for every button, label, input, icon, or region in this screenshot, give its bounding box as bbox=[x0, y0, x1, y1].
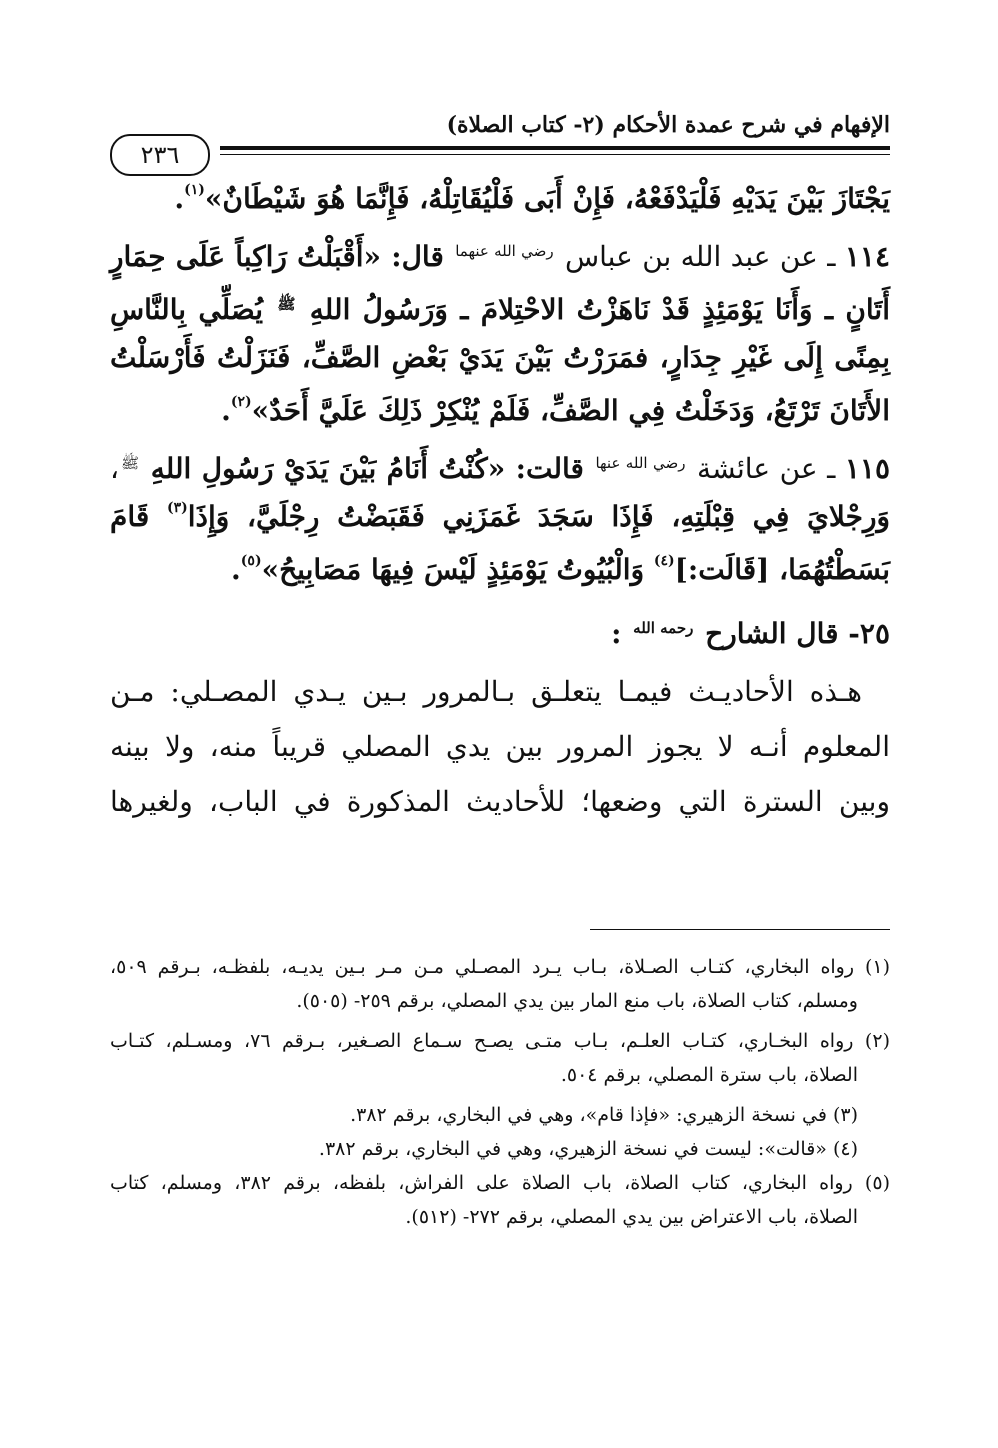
hadith-115-intro: ـ عن عائشة bbox=[697, 452, 836, 485]
hadith-number-114: ١١٤ bbox=[844, 240, 890, 273]
footnote-ref-1[interactable]: (١) bbox=[184, 182, 205, 198]
hadith-115-text-a: وَرِجْلايَ فِي قِبْلَتِهِ، فَإِذَا سَجَدَ غَمَزَنِي فَقَبَضْتُ رِجْلَيَّ، وَإِذَا bbox=[187, 500, 890, 533]
commentary-line: وبين السترة التي وضعها؛ للأحاديث المذكورة في الباب، ولغيرها bbox=[110, 785, 890, 818]
footnotes bbox=[110, 950, 890, 1234]
section-heading-text: ٢٥- قال الشارح bbox=[705, 617, 890, 650]
hadith-114-line-3: بِمِنًى إِلَى غَيْرِ جِدَارٍ، فمَرَرْتُ بَيْنَ يَدَيْ بَعْضِ الصَّفِّ، فَنَزَلْتُ فَأَرْسَلْتُ bbox=[110, 341, 890, 374]
footnote-5-line-1: (٥) رواه البخاري، كتاب الصلاة، باب الصلاة على الفراش، بلفظه، برقم ٣٨٢، ومسلم، كتاب bbox=[110, 1172, 890, 1194]
commentary bbox=[110, 664, 890, 829]
hadith-115-line-2 bbox=[110, 490, 890, 543]
hadith-114-text-end: الأَتَانَ تَرْتَعُ، وَدَخَلْتُ فِي الصَّفِّ، فَلَمْ يُنْكِرْ ذَلِكَ عَلَيَّ أَحَدٌ» bbox=[251, 394, 890, 427]
hadith-115-text-c: بَسَطْتُهُمَا، [قَالَت:] bbox=[674, 553, 890, 586]
page-number: ٢٣٦ bbox=[110, 134, 210, 176]
running-title: الإفهام في شرح عمدة الأحكام (٢- كتاب الصلاة) bbox=[446, 112, 890, 138]
section-heading: ٢٥- قال الشارح $^{رحمه الله}$ : bbox=[611, 617, 890, 650]
hadith-115-line-3: بَسَطْتُهُمَا، [قَالَت:]$^{(٤)}$ وَالْبُيُوتُ يَوْمَئِذٍ لَيْسَ فِيهَا مَصَابِيحُ»$^{(٥)}$. bbox=[231, 553, 890, 586]
salawat-glyph: ﷺ bbox=[121, 454, 140, 472]
footnote-ref-4[interactable]: (٤) bbox=[653, 553, 675, 569]
footnote-ref-2[interactable]: (٢) bbox=[230, 394, 252, 410]
honorific-glyph: رضي الله عنها bbox=[595, 454, 686, 472]
header-rule-thick bbox=[220, 146, 890, 150]
footnote-2-line-2: الصلاة، باب سترة المصلي، برقم ٥٠٤. bbox=[560, 1064, 858, 1086]
footnote-5-line-2: الصلاة، باب الاعتراض بين يدي المصلي، برقم ٢٧٢- (٥١٢). bbox=[405, 1206, 858, 1228]
footnote-1-line-2: ومسلم، كتاب الصلاة، باب منع المار بين يدي المصلي، برقم ٢٥٩- (٥٠٥). bbox=[296, 990, 858, 1012]
hadith-113-ending: يَجْتَازَ بَيْنَ يَدَيْهِ فَلْيَدْفَعْهُ، فَإِنْ أَبَى فَلْيُقَاتِلْهُ، فَإِنَّمَا هُوَ شَيْطَانٌ»$^{(١)}$. bbox=[174, 182, 890, 215]
hadith-115-line-1: ١١٥ ـ عن عائشة $^{رضي الله عنها}$ قالت: «كُنْتُ أَنَامُ بَيْنَ يَدَيْ رَسُولِ اللهِ $^ﷺ$، bbox=[110, 452, 890, 485]
footnote-4-line-1: (٤) «قالت»: ليست في نسخة الزهيري، وهي في البخاري، برقم ٣٨٢. bbox=[318, 1138, 858, 1160]
hadith-114-intro: ـ عن عبد الله بن عباس bbox=[564, 240, 836, 273]
footnote-ref-3[interactable]: (٣) bbox=[166, 500, 188, 516]
commentary-line: المعلوم أنـه لا يجوز المرور بين يدي المصلي قريباً منه، ولا بينه bbox=[110, 730, 890, 763]
commentary-line: هـذه الأحاديـث فيمـا يتعلـق بـالمرور بـين يـدي المصـلي: مـن bbox=[110, 675, 862, 708]
header-rule-thin bbox=[220, 154, 890, 155]
hadith-114-line-2 bbox=[110, 278, 890, 331]
hadith-113-text: يَجْتَازَ بَيْنَ يَدَيْهِ فَلْيَدْفَعْهُ، فَإِنْ أَبَى فَلْيُقَاتِلْهُ، فَإِنَّمَا هُوَ شَيْطَانٌ» bbox=[204, 182, 890, 215]
page-header bbox=[110, 112, 890, 169]
hadith-114-text-a: أَتَانٍ ـ وَأَنَا يَوْمَئِذٍ قَدْ نَاهَزْتُ الاحْتِلامَ ـ وَرَسُولُ اللهِ bbox=[309, 293, 891, 326]
honorific-glyph: رحمه الله bbox=[633, 619, 694, 637]
footnote-1-line-1: (١) رواه البخاري، كتـاب الصـلاة، بـاب يـرد المصـلي مـن مـر بـين يديـه، بلفظـه، بـرقم ٥٠٩، bbox=[110, 956, 890, 978]
footnote-2-line-1: (٢) رواه البخـاري، كتـاب العلـم، بـاب متـى يصـح سـماع الصـغير، بـرقم ٧٦، ومسـلم، كتـاب bbox=[110, 1030, 890, 1052]
footnote-separator bbox=[590, 929, 890, 930]
hadith-114-line-4: الأَتَانَ تَرْتَعُ، وَدَخَلْتُ فِي الصَّفِّ، فَلَمْ يُنْكِرْ ذَلِكَ عَلَيَّ أَحَدٌ»$^{(٢)}$. bbox=[221, 394, 890, 427]
hadith-115-text-d: وَالْبُيُوتُ يَوْمَئِذٍ لَيْسَ فِيهَا مَصَابِيحُ» bbox=[261, 553, 645, 586]
salawat-glyph: ﷺ bbox=[277, 295, 296, 313]
main-text bbox=[110, 172, 890, 829]
hadith-114-quote-start: قال: «أَقْبَلْتُ رَاكِباً عَلَى حِمَارٍ bbox=[110, 240, 444, 273]
footnote-ref-5[interactable]: (٥) bbox=[240, 553, 262, 569]
hadith-number-115: ١١٥ bbox=[844, 452, 890, 485]
footnote-3-line-1: (٣) في نسخة الزهيري: «فإذا قام»، وهي في البخاري، برقم ٣٨٢. bbox=[350, 1104, 858, 1126]
hadith-115-text-b: قَامَ bbox=[110, 500, 150, 533]
hadith-115-quote-start: قالت: «كُنْتُ أَنَامُ بَيْنَ يَدَيْ رَسُولِ اللهِ bbox=[150, 452, 584, 485]
honorific-glyph: رضي الله عنهما bbox=[455, 242, 554, 260]
hadith-114-line-1 bbox=[110, 225, 890, 278]
hadith-114-text-b: يُصَلِّي بِالنَّاسِ bbox=[110, 293, 263, 326]
